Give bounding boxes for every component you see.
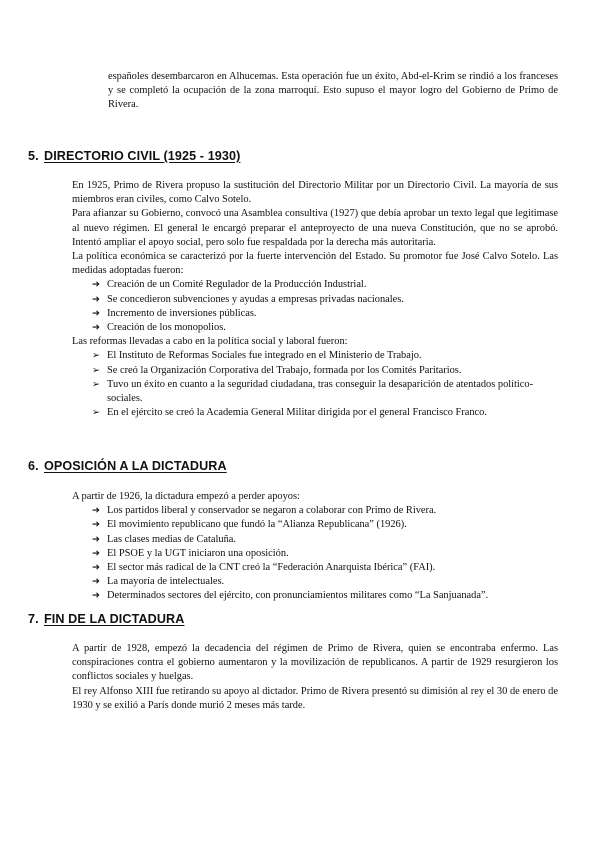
- section-7-heading: [28, 612, 184, 626]
- arrow-bullet-icon: ➔: [92, 293, 100, 305]
- arrow-bullet-icon: ➔: [92, 533, 100, 545]
- section-7-body: [72, 642, 558, 713]
- section-title: DIRECTORIO CIVIL (1925 - 1930): [44, 149, 241, 163]
- section-title: OPOSICIÓN A LA DICTADURA: [44, 459, 227, 473]
- arrow-bullet-icon: ➔: [92, 505, 100, 517]
- list-item: ➔ Los partidos liberal y conservador se negaron a colaborar con Primo de Rivera.: [92, 504, 558, 518]
- paragraph: Para afianzar su Gobierno, convocó una Asamblea consultiva (1927) que debía aprobar un texto legal que legitimase al nuevo régimen. El general le encargó preparar el anteproyecto de una nueva Constitución, que no se aprobó. Intentó ampliar el apoyo social, pero solo fue respaldada por la derecha más autoritaria.: [72, 208, 558, 248]
- section-6-heading: [28, 459, 227, 473]
- list-item: ➔ Creación de los monopolios.: [92, 321, 558, 335]
- list-item: ➢ Tuvo un éxito en cuanto a la seguridad ciudadana, tras conseguir la desaparición de atentados político-sociales.: [92, 378, 534, 405]
- arrowhead-bullet-icon: ➢: [92, 350, 100, 362]
- arrow-bullet-icon: ➔: [92, 279, 100, 291]
- paragraph: Las reformas llevadas a cabo en la política social y laboral fueron:: [72, 336, 348, 348]
- section-6-body: [72, 490, 558, 604]
- paragraph: A partir de 1928, empezó la decadencia del régimen de Primo de Rivera, quien se encontraba enfermo. Las conspiraciones contra el gobierno aumentaron y la movilización de republicanos. A partir de 1929 resurgieron los conflictos sociales y huelgas.: [72, 643, 558, 683]
- arrow-bullet-icon: ➔: [92, 576, 100, 588]
- list-item: ➔ Incremento de inversiones públicas.: [92, 307, 558, 321]
- list-item: ➢ El Instituto de Reformas Sociales fue integrado en el Ministerio de Trabajo.: [92, 349, 558, 363]
- opposition-list: [72, 504, 558, 603]
- list-item: ➔ El movimiento republicano que fundó la “Alianza Republicana” (1926).: [92, 518, 558, 532]
- section-title: FIN DE LA DICTADURA: [44, 612, 185, 626]
- list-item: ➔ La mayoría de intelectuales.: [92, 575, 558, 589]
- section-5-body: [72, 179, 558, 420]
- paragraph: La política económica se caracterizó por la fuerte intervención del Estado. Su promotor fue José Calvo Sotelo. Las medidas adoptadas fueron:: [72, 251, 558, 277]
- economic-measures-list: [72, 278, 558, 335]
- list-item: ➔ Determinados sectores del ejército, con pronunciamientos militares como “La Sanjuanada”.: [92, 589, 558, 603]
- list-item: ➔ Las clases medias de Cataluña.: [92, 533, 558, 547]
- paragraph: El rey Alfonso XIII fue retirando su apoyo al dictador. Primo de Rivera presentó su dimisión al rey el 30 de enero de 1930 y se exilió a París donde murió 2 meses más tarde.: [72, 685, 558, 711]
- arrow-bullet-icon: ➔: [92, 590, 100, 602]
- arrowhead-bullet-icon: ➢: [92, 407, 100, 419]
- social-reforms-list: [72, 349, 558, 420]
- paragraph: A partir de 1926, la dictadura empezó a perder apoyos:: [72, 491, 300, 502]
- section-number: 6.: [28, 459, 39, 473]
- list-item: ➔ Creación de un Comité Regulador de la Producción Industrial.: [92, 278, 558, 292]
- paragraph: En 1925, Primo de Rivera propuso la sustitución del Directorio Militar por un Directorio Civil. La mayoría de sus miembros eran civiles, como Calvo Sotelo.: [72, 180, 558, 206]
- section-number: 5.: [28, 149, 39, 163]
- list-item: ➢ En el ejército se creó la Academia General Militar dirigida por el general Francisco Franco.: [92, 406, 558, 420]
- arrowhead-bullet-icon: ➢: [92, 378, 100, 390]
- arrow-bullet-icon: ➔: [92, 307, 100, 319]
- arrow-bullet-icon: ➔: [92, 547, 100, 559]
- arrowhead-bullet-icon: ➢: [92, 364, 100, 376]
- arrow-bullet-icon: ➔: [92, 322, 100, 334]
- intro-paragraph: españoles desembarcaron en Alhucemas. Esta operación fue un éxito, Abd-el-Krim se rindió a los franceses y se completó la ocupación de la zona marroquí. Esto supuso el mayor logro del Gobierno de Primo de Rivera.: [108, 71, 558, 111]
- list-item: ➔ Se concedieron subvenciones y ayudas a empresas privadas nacionales.: [92, 293, 558, 307]
- arrow-bullet-icon: ➔: [92, 562, 100, 574]
- list-item: ➢ Se creó la Organización Corporativa del Trabajo, formada por los Comités Paritarios.: [92, 364, 558, 378]
- arrow-bullet-icon: ➔: [92, 519, 100, 531]
- section-number: 7.: [28, 612, 39, 626]
- list-item: ➔ El PSOE y la UGT iniciaron una oposición.: [92, 547, 558, 561]
- section-5-heading: [28, 149, 240, 163]
- list-item: ➔ El sector más radical de la CNT creó la “Federación Anarquista Ibérica” (FAI).: [92, 561, 558, 575]
